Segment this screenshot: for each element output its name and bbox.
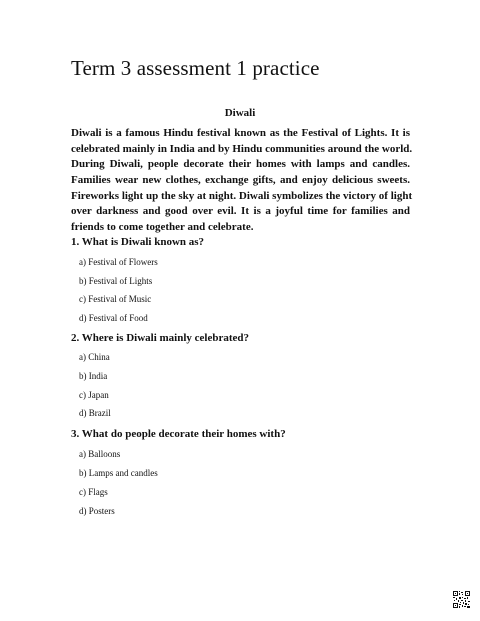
passage-line: During Diwali, people decorate their homes with lamps and candles. xyxy=(71,158,410,171)
answer-option: a) China xyxy=(79,352,110,362)
passage-line: celebrated mainly in India and by Hindu communities around the world. xyxy=(71,142,413,155)
answer-option: b) Festival of Lights xyxy=(79,276,153,286)
passage-line: friends to come together and celebrate. xyxy=(71,221,254,234)
answer-option: d) Festival of Food xyxy=(79,313,148,323)
question-text: 3. What do people decorate their homes with? xyxy=(71,428,286,440)
answer-option: c) Japan xyxy=(79,390,109,400)
answer-option: d) Brazil xyxy=(79,408,111,418)
qr-code-icon xyxy=(453,591,470,608)
answer-option: b) India xyxy=(79,371,108,381)
question-text: 2. Where is Diwali mainly celebrated? xyxy=(71,332,250,344)
passage-line: Fireworks light up the sky at night. Diwali symbolizes the victory of light xyxy=(71,189,413,202)
passage-heading: Diwali xyxy=(224,107,256,119)
answer-option: a) Festival of Flowers xyxy=(79,257,158,267)
answer-option: c) Festival of Music xyxy=(79,294,152,304)
reading-passage xyxy=(71,126,413,236)
question-text: 1. What is Diwali known as? xyxy=(71,236,205,248)
answer-option: b) Lamps and candles xyxy=(79,468,158,478)
question-2 xyxy=(71,332,431,418)
page-title: Term 3 assessment 1 practice xyxy=(71,56,320,80)
question-3 xyxy=(71,428,431,516)
answer-option: a) Balloons xyxy=(79,449,121,459)
question-1 xyxy=(71,236,431,323)
answer-option: d) Posters xyxy=(79,506,115,516)
passage-line: Diwali is a famous Hindu festival known as the Festival of Lights. It is xyxy=(71,127,410,139)
answer-option: c) Flags xyxy=(79,487,108,497)
passage-line: Families wear new clothes, exchange gifts, and enjoy delicious sweets. xyxy=(71,174,410,187)
passage-line: over darkness and good over evil. It is a joyful time for families and xyxy=(71,205,410,218)
